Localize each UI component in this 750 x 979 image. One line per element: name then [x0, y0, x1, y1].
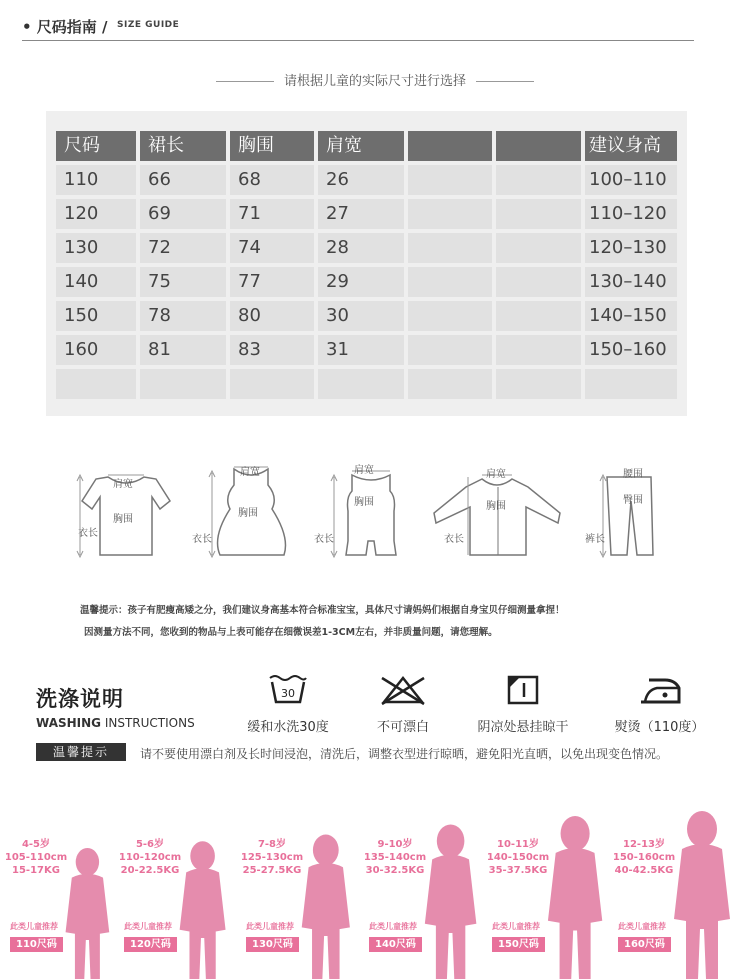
dress-diagram	[190, 457, 300, 562]
divider-right	[476, 81, 534, 82]
table-cell	[408, 165, 492, 195]
table-cell: 72	[140, 233, 226, 263]
label-side: 衣长	[78, 528, 98, 539]
kid-size-card	[4, 780, 126, 979]
kid-age: 12-13岁	[623, 839, 665, 850]
table-cell: 120	[56, 199, 136, 229]
table-cell	[408, 199, 492, 229]
table-cell: 77	[230, 267, 314, 297]
no-bleach-icon	[378, 674, 428, 706]
kid-height: 135-140cm	[363, 852, 427, 863]
table-cell: 29	[318, 267, 404, 297]
label-side: 衣长	[192, 534, 212, 545]
tip-line-1: 温馨提示：孩子有肥瘦高矮之分，我们建议身高基本符合标准宝宝，具体尺寸请妈妈们根据自身宝贝仔细测量拿捏！	[80, 605, 565, 616]
table-header-cell: 胸围	[230, 131, 314, 161]
kid-recommend-label: 此类儿童推荐	[10, 922, 58, 931]
kid-info	[240, 838, 304, 877]
table-header-cell	[408, 131, 492, 161]
table-cell: 130	[56, 233, 136, 263]
care-label: 缓和水洗30度	[247, 720, 329, 735]
kid-size-card	[240, 780, 362, 979]
washing-title: 洗涤说明	[36, 687, 124, 711]
kid-height: 110-120cm	[118, 852, 182, 863]
kid-size-badge: 110尺码	[10, 937, 63, 952]
care-item-iron	[607, 674, 712, 735]
warm-tip-text: 请不要使用漂白剂及长时间浸泡，清洗后，调整衣型进行晾晒，避免阳光直晒，以免出现变色情况。	[140, 747, 669, 761]
table-cell: 28	[318, 233, 404, 263]
label-top: 肩宽	[486, 469, 506, 480]
table-cell: 75	[140, 267, 226, 297]
kid-height: 125-130cm	[240, 852, 304, 863]
table-cell: 31	[318, 335, 404, 365]
care-item-dry	[468, 674, 578, 735]
intro-line	[0, 70, 750, 89]
table-row	[56, 301, 677, 331]
table-cell: 66	[140, 165, 226, 195]
table-header-cell	[496, 131, 581, 161]
table-cell	[496, 165, 581, 195]
table-row	[56, 335, 677, 365]
intro-text: 请根据儿童的实际尺寸进行选择	[283, 74, 466, 89]
label-top: 肩宽	[113, 479, 133, 490]
table-cell: 69	[140, 199, 226, 229]
kid-info	[612, 838, 676, 877]
table-row	[56, 267, 677, 297]
table-cell: 68	[230, 165, 314, 195]
table-cell	[496, 199, 581, 229]
kid-height: 150-160cm	[612, 852, 676, 863]
tip-line-2: 因测量方法不同，您收到的物品与上表可能存在细微误差1-3CM左右，并非质量问题，请您理解。	[84, 627, 498, 638]
table-cell: 160	[56, 335, 136, 365]
kid-info	[363, 838, 427, 877]
table-cell	[140, 369, 226, 399]
label-side: 裤长	[585, 534, 605, 545]
table-cell: 130–140	[585, 267, 677, 297]
kid-size-card	[612, 780, 734, 979]
size-guide-subtitle: SIZE GUIDE	[117, 20, 180, 30]
table-cell	[496, 267, 581, 297]
table-cell: 150	[56, 301, 136, 331]
care-item-wash	[238, 674, 338, 735]
kid-size-badge: 120尺码	[124, 937, 177, 952]
label-top: 肩宽	[354, 465, 374, 476]
table-cell	[496, 335, 581, 365]
kid-size-card	[363, 780, 485, 979]
kid-size-card	[118, 780, 240, 979]
table-header-cell: 裙长	[140, 131, 226, 161]
romper-diagram	[312, 457, 422, 562]
size-guide-title: • 尺码指南 /	[22, 18, 108, 36]
care-item-no-bleach	[363, 674, 443, 735]
label-side: 衣长	[444, 534, 464, 545]
kid-age: 9-10岁	[377, 839, 413, 850]
kid-recommend-label: 此类儿童推荐	[618, 922, 666, 931]
table-cell: 140	[56, 267, 136, 297]
table-cell: 100–110	[585, 165, 677, 195]
table-header-cell: 肩宽	[318, 131, 404, 161]
label-mid: 臀围	[623, 495, 643, 506]
table-header-cell: 建议身高	[585, 131, 677, 161]
kid-recommend-label: 此类儿童推荐	[492, 922, 540, 931]
kid-recommend-label: 此类儿童推荐	[246, 922, 294, 931]
table-cell: 71	[230, 199, 314, 229]
table-cell: 74	[230, 233, 314, 263]
label-mid: 胸围	[354, 497, 374, 508]
care-label: 阴凉处悬挂晾干	[477, 720, 569, 735]
kid-weight: 25-27.5KG	[242, 865, 302, 876]
kid-weight: 40-42.5KG	[614, 865, 674, 876]
kid-age: 5-6岁	[135, 839, 165, 850]
kid-info	[4, 838, 68, 877]
table-header-row	[56, 131, 677, 161]
washing-subtitle	[36, 716, 195, 730]
label-mid: 胸围	[238, 508, 258, 519]
kid-age: 7-8岁	[257, 839, 287, 850]
table-cell	[408, 301, 492, 331]
kid-weight: 15-17KG	[12, 865, 60, 876]
washing-subtitle-rest: INSTRUCTIONS	[101, 716, 195, 730]
table-cell: 150–160	[585, 335, 677, 365]
measurement-tips	[80, 600, 565, 644]
size-table	[46, 111, 687, 416]
table-cell: 140–150	[585, 301, 677, 331]
hang-dry-shade-icon	[506, 674, 540, 706]
kid-height: 140-150cm	[486, 852, 550, 863]
table-cell: 83	[230, 335, 314, 365]
label-top: 肩宽	[240, 467, 260, 478]
table-header-cell: 尺码	[56, 131, 136, 161]
kid-size-badge: 160尺码	[618, 937, 671, 952]
pants-diagram	[585, 457, 665, 562]
kid-age: 10-11岁	[497, 839, 539, 850]
washing-subtitle-bold: WASHING	[36, 716, 102, 730]
table-row	[56, 199, 677, 229]
table-cell	[408, 267, 492, 297]
table-cell	[318, 369, 404, 399]
warm-tip-badge: 温馨提示	[36, 743, 126, 761]
kid-size-badge: 140尺码	[369, 937, 422, 952]
table-cell: 110	[56, 165, 136, 195]
table-cell	[408, 335, 492, 365]
section-header	[22, 14, 694, 41]
table-cell: 27	[318, 199, 404, 229]
tshirt-diagram	[70, 457, 180, 562]
table-row	[56, 369, 677, 399]
care-label: 不可漂白	[376, 720, 429, 735]
wash-temp-text: 30	[281, 687, 295, 700]
table-cell	[56, 369, 136, 399]
care-label: 熨烫（110度）	[614, 720, 705, 735]
table-cell: 80	[230, 301, 314, 331]
table-cell	[496, 301, 581, 331]
table-cell	[585, 369, 677, 399]
label-side: 衣长	[314, 534, 334, 545]
table-cell: 26	[318, 165, 404, 195]
jacket-diagram	[430, 457, 565, 562]
table-cell: 110–120	[585, 199, 677, 229]
divider-left	[216, 81, 274, 82]
kid-info	[486, 838, 550, 877]
wash-30-icon	[268, 674, 308, 706]
iron-icon	[635, 674, 685, 706]
kid-weight: 35-37.5KG	[488, 865, 548, 876]
kid-recommend-label: 此类儿童推荐	[124, 922, 172, 931]
table-cell	[408, 233, 492, 263]
label-mid: 胸围	[486, 501, 506, 512]
kid-info	[118, 838, 182, 877]
kid-weight: 30-32.5KG	[365, 865, 425, 876]
kid-recommend-label: 此类儿童推荐	[369, 922, 417, 931]
table-cell: 81	[140, 335, 226, 365]
kid-age: 4-5岁	[21, 839, 51, 850]
table-cell: 30	[318, 301, 404, 331]
table-row	[56, 165, 677, 195]
table-cell: 78	[140, 301, 226, 331]
table-row	[56, 233, 677, 263]
label-mid: 胸围	[113, 514, 133, 525]
kid-size-badge: 150尺码	[492, 937, 545, 952]
label-top: 腰围	[623, 469, 643, 480]
table-cell	[230, 369, 314, 399]
kid-height: 105-110cm	[4, 852, 68, 863]
table-cell	[496, 369, 581, 399]
table-cell	[408, 369, 492, 399]
kid-size-card	[486, 780, 608, 979]
kid-size-badge: 130尺码	[246, 937, 299, 952]
table-cell: 120–130	[585, 233, 677, 263]
table-cell	[496, 233, 581, 263]
kid-weight: 20-22.5KG	[120, 865, 180, 876]
